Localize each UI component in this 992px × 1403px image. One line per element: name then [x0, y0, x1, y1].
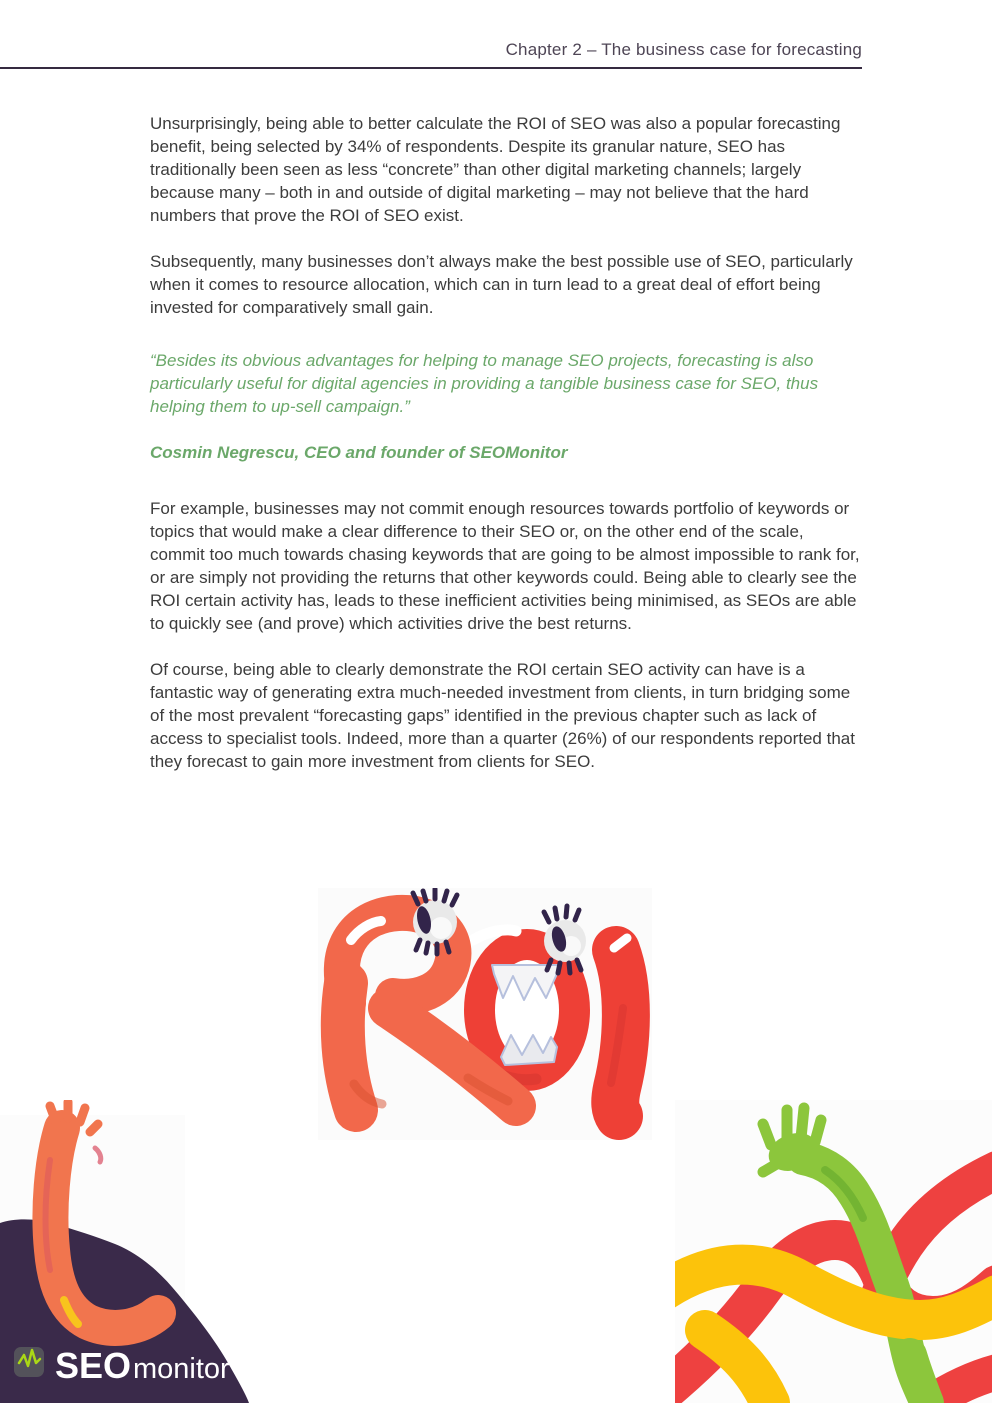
green-arm-tip: [910, 1355, 927, 1403]
paragraph: Unsurprisingly, being able to better calculate the ROI of SEO was also a popular forecasting benefit, being selected by 34% of respondents. Despite its granular nature, SEO has traditionally been seen as less “concrete” than other digital marketing channels; largely because many – both in and outside of digital marketing – may not believe that the hard numbers that prove the ROI of SEO exist.: [150, 114, 841, 225]
quote-attribution: Cosmin Negrescu, CEO and founder of SEOMonitor: [150, 443, 568, 462]
pull-quote: [150, 349, 862, 464]
left-corner-illustration: [0, 1100, 270, 1403]
paragraph: For example, businesses may not commit enough resources towards portfolio of keywords or topics that would make a clear difference to their SEO or, on the other end of the scale, commit too much towards chasing keywords that are going to be almost impossible to rank for, or are simply not providing the returns that other keywords could. Being able to clearly see the ROI certain activity has, leads to these inefficient activities being minimised, as SEOs are able to quickly see (and prove) which activities drive the best returns.: [150, 499, 860, 633]
roi-letter-i: [611, 938, 627, 1116]
right-corner-illustration: [675, 1100, 992, 1403]
paragraph: Subsequently, many businesses don’t always make the best possible use of SEO, particularly when it comes to resource allocation, which can in turn lead to a great deal of effort being invested for comparatively small gain.: [150, 252, 853, 317]
quote-text: “Besides its obvious advantages for helping to manage SEO projects, forecasting is also particularly useful for digital agencies in providing a tangible business case for SEO, thus helping them to up-sell campaign.”: [150, 351, 819, 416]
article-body: [150, 112, 862, 773]
roi-monster-illustration: [318, 888, 652, 1140]
paragraph: Of course, being able to clearly demonstrate the ROI certain SEO activity can have is a fantastic way of generating extra much-needed investment from clients, in turn bridging some of the most prevalent “forecasting gaps” identified in the previous chapter such as lack of access to specialist tools. Indeed, more than a quarter (26%) of our respondents reported that they forecast to gain more investment from clients for SEO.: [150, 660, 855, 771]
logo-text-light: monitor: [133, 1353, 230, 1385]
header-rule: [0, 67, 862, 69]
logo-text-bold: SEO: [55, 1345, 132, 1386]
chapter-header: Chapter 2 – The business case for forecasting: [505, 40, 862, 59]
